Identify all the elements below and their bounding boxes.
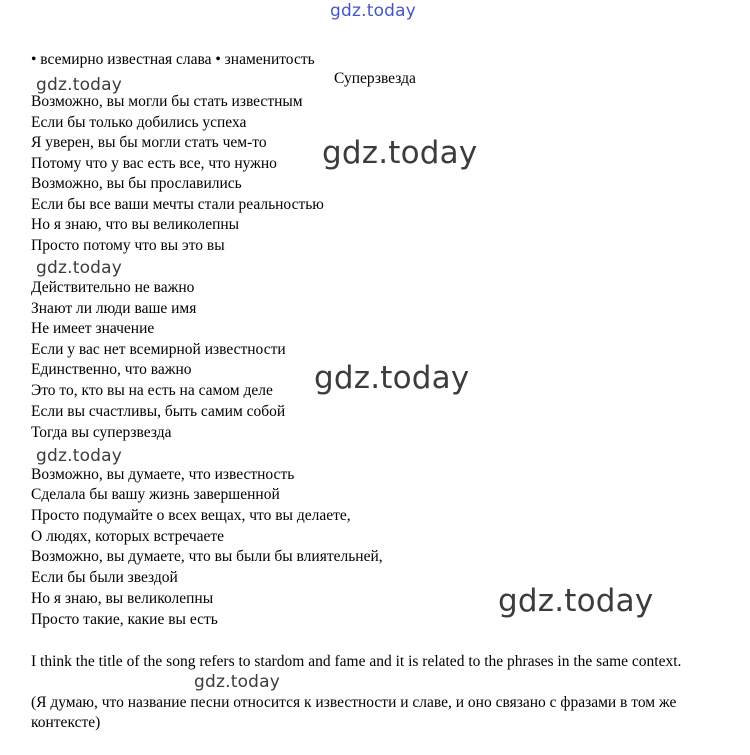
watermark-top: gdz.today (330, 1, 417, 21)
lyric-line: Сделала бы вашу жизнь завершенной (31, 486, 280, 503)
lyric-line: Просто такие, какие вы есть (31, 611, 218, 628)
lyric-line: Возможно, вы бы прославились (31, 175, 242, 192)
lyric-line: Потому что у вас есть все, что нужно (31, 155, 277, 172)
lyric-line: Возможно, вы думаете, что известность (31, 466, 295, 483)
song-title: Суперзвезда (334, 70, 416, 87)
lyric-line: Но я знаю, что вы великолепны (31, 216, 240, 233)
lyric-line: Тогда вы суперзвезда (31, 424, 172, 441)
lyric-line: Если бы все ваши мечты стали реальностью (31, 196, 324, 213)
lyric-line: Единственно, что важно (31, 361, 192, 378)
watermark: gdz.today (322, 135, 478, 171)
answer-russian: (Я думаю, что название песни относится к известности и славе, и оно связано с фразами в том же контексте) (31, 694, 677, 731)
lyric-line: Знают ли люди ваше имя (31, 300, 197, 317)
lyric-line: Просто подумайте о всех вещах, что вы делаете, (31, 507, 351, 524)
lyric-line: Если бы были звездой (31, 569, 178, 586)
lyric-line: Возможно, вы думаете, что вы были бы влиятельней, (31, 548, 383, 565)
lyric-line: Это то, кто вы на есть на самом деле (31, 382, 273, 399)
lyric-line: Если вы счастливы, быть самим собой (31, 403, 286, 420)
lyric-line: Действительно не важно (31, 279, 195, 296)
watermark: gdz.today (194, 672, 281, 692)
watermark: gdz.today (314, 360, 470, 396)
answer-english: I think the title of the song refers to stardom and fame and it is related to the phrases in the same context. (31, 653, 682, 670)
lyric-line: Не имеет значение (31, 320, 155, 337)
lyric-line: Если у вас нет всемирной известности (31, 341, 286, 358)
watermark: gdz.today (36, 446, 123, 466)
lyric-line: О людях, которых встречаете (31, 528, 225, 545)
watermark: gdz.today (498, 583, 654, 619)
lyric-line: Возможно, вы могли бы стать известным (31, 93, 303, 110)
lyric-line: Но я знаю, вы великолепны (31, 590, 214, 607)
keywords-line: • всемирно известная слава • знаменитость (31, 51, 315, 68)
watermark: gdz.today (36, 258, 123, 278)
lyric-line: Просто потому что вы это вы (31, 237, 225, 254)
watermark: gdz.today (36, 75, 123, 95)
lyric-line: Я уверен, вы бы могли стать чем-то (31, 134, 267, 151)
lyric-line: Если бы только добились успеха (31, 114, 247, 131)
